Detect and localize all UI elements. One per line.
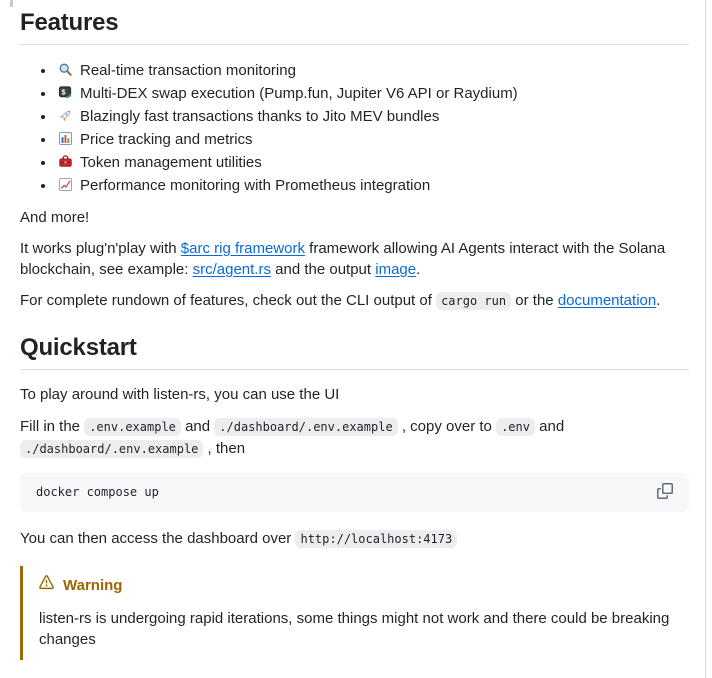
list-item	[56, 59, 689, 82]
feature-text: Token management utilities	[80, 153, 262, 171]
bar-chart-icon	[58, 131, 73, 146]
fill-in-paragraph	[20, 416, 689, 460]
image-link[interactable]: image	[375, 260, 417, 278]
copy-button[interactable]	[657, 483, 673, 502]
copy-icon	[657, 483, 673, 502]
currency-exchange-icon	[58, 85, 73, 100]
paragraph-text: It works plug'n'play with	[20, 239, 181, 257]
features-heading: Features	[20, 9, 689, 45]
feature-text: Price tracking and metrics	[80, 130, 253, 148]
paragraph-text: , then	[203, 439, 246, 457]
plug-paragraph	[20, 238, 689, 280]
warning-title-text: Warning	[63, 576, 123, 594]
paragraph-text: Fill in the	[20, 417, 85, 435]
feature-text: Multi-DEX swap execution (Pump.fun, Jupiter V6 API or Raydium)	[80, 84, 518, 102]
list-item	[56, 151, 689, 174]
dashboard-env-example-code: ./dashboard/.env.example	[20, 440, 203, 458]
arc-rig-framework-link[interactable]: $arc rig framework	[180, 239, 305, 257]
quickstart-heading: Quickstart	[20, 334, 689, 370]
list-item	[56, 174, 689, 197]
paragraph-text: For complete rundown of features, check out the CLI output of	[20, 291, 437, 309]
src-agent-rs-link[interactable]: src/agent.rs	[192, 260, 271, 278]
warning-alert	[20, 566, 689, 660]
warning-body-text: listen-rs is undergoing rapid iterations, some things might not work and there could be breaking changes	[39, 609, 670, 648]
feature-text: Real-time transaction monitoring	[80, 61, 296, 79]
list-item	[56, 128, 689, 151]
docker-code-block	[20, 473, 689, 512]
localhost-code: http://localhost:4173	[295, 530, 457, 548]
paragraph-text: and	[180, 417, 215, 435]
documentation-link[interactable]: documentation	[557, 291, 657, 309]
rocket-icon	[58, 108, 73, 123]
code-block-text: docker compose up	[36, 484, 159, 499]
paragraph-text: , copy over to	[397, 417, 497, 435]
magnifying-glass-icon	[58, 62, 73, 77]
scroll-artifact	[10, 0, 13, 7]
and-more-text: And more!	[20, 208, 90, 226]
warning-icon	[39, 575, 54, 596]
paragraph-text: You can then access the dashboard over	[20, 529, 296, 547]
paragraph-text: .	[656, 291, 661, 309]
env-code: .env	[496, 418, 535, 436]
list-item	[56, 105, 689, 128]
dashboard-paragraph	[20, 528, 689, 550]
dashboard-env-example-code: ./dashboard/.env.example	[214, 418, 397, 436]
cargo-run-code: cargo run	[436, 292, 511, 310]
chart-increasing-icon	[58, 177, 73, 192]
features-list	[20, 59, 689, 197]
feature-text: Performance monitoring with Prometheus integration	[80, 176, 431, 194]
toolbox-icon	[58, 154, 73, 169]
list-item	[56, 82, 689, 105]
warning-alert-title	[39, 575, 673, 596]
paragraph-text: and	[534, 417, 565, 435]
cli-paragraph	[20, 290, 689, 312]
svg-text:$: • $	[61, 87, 66, 97]
paragraph-text: .	[416, 260, 421, 278]
feature-text: Blazingly fast transactions thanks to Jito MEV bundles	[80, 107, 440, 125]
paragraph-text: framework allowing AI Agents interact with the Solana blockchain, see example:	[20, 239, 666, 278]
paragraph-text: and the output	[270, 260, 376, 278]
env-example-code: .env.example	[84, 418, 181, 436]
paragraph-text: or the	[511, 291, 558, 309]
quickstart-intro: To play around with listen-rs, you can use the UI	[20, 385, 340, 403]
